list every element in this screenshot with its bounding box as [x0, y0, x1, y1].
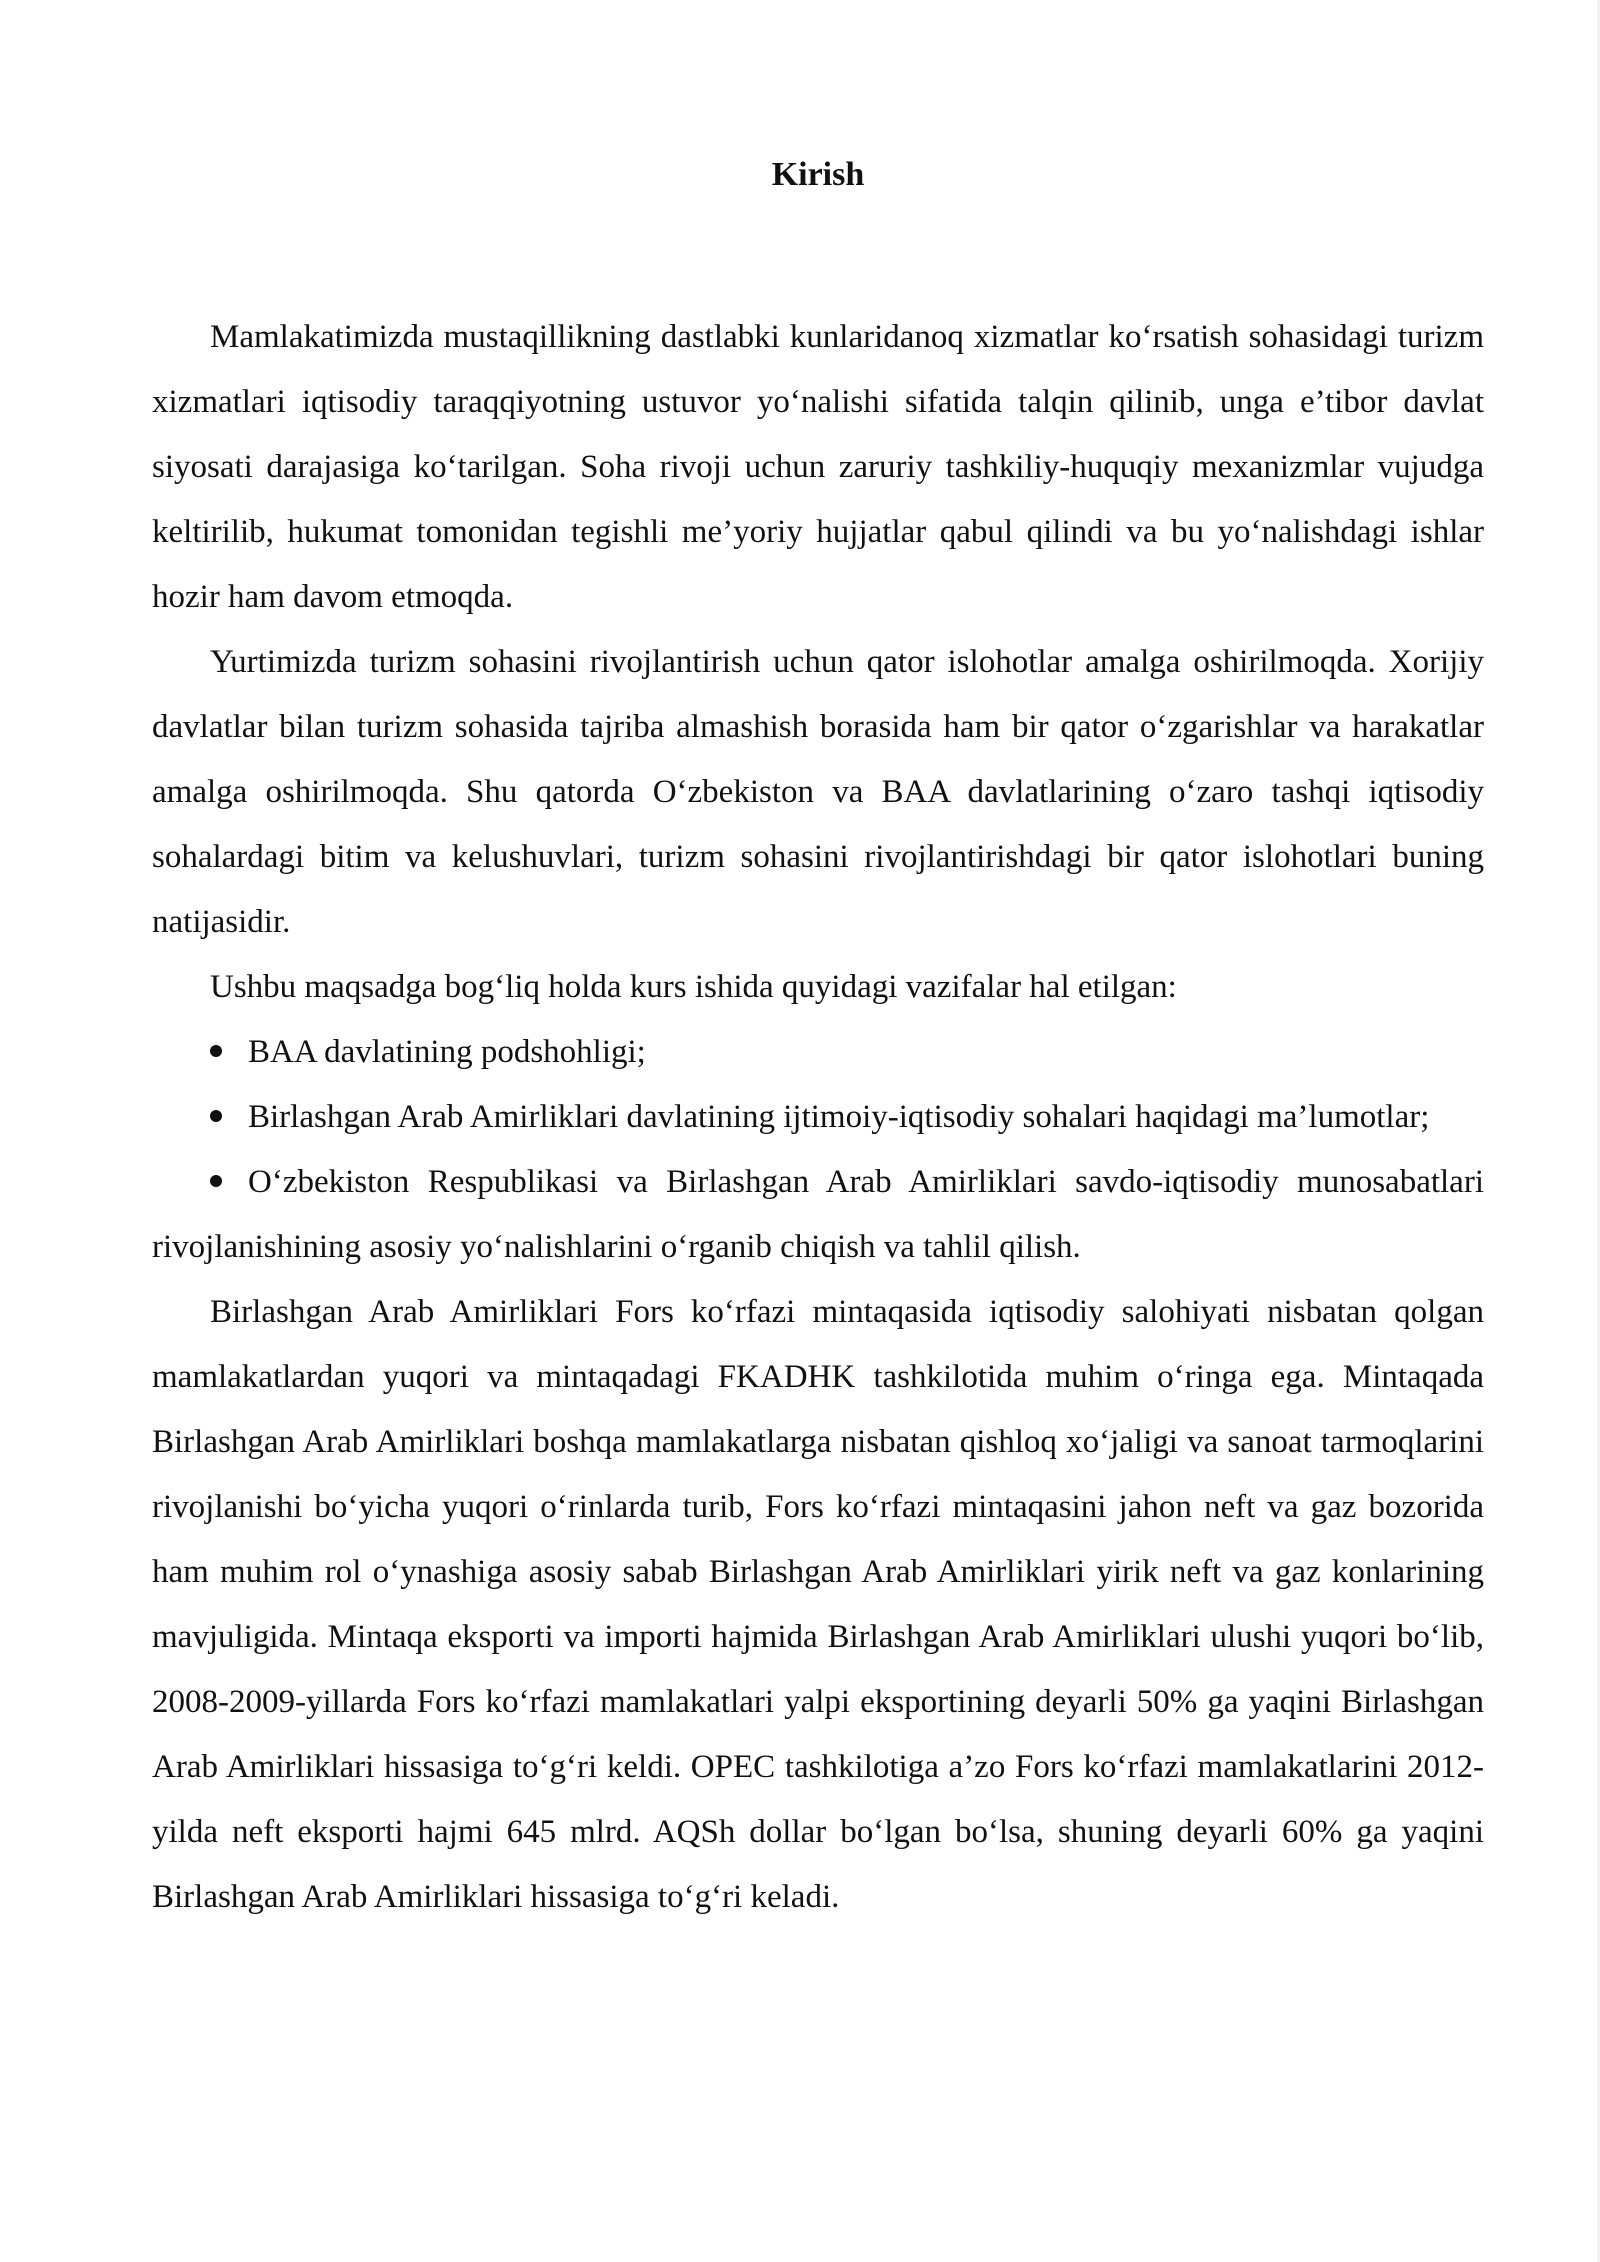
bullet-text: BAA davlatining podshohligi; — [248, 1034, 646, 1070]
bullet-icon — [210, 1150, 248, 1215]
paragraph-intro: Mamlakatimizda mustaqillikning dastlabki kunlaridanoq xizmatlar ko‘rsatish sohasidagi turizm xizmatlari iqtisodiy taraqqiyotning ustuvor yo‘nalishi sifatida talqin qilinib, unga e’tibor davlat siyosati darajasiga ko‘tarilgan. Soha rivoji uchun zaruriy tashkiliy-huquqiy mexanizmlar vujudga keltirilib, hukumat tomonidan tegishli me’yoriy hujjatlar qabul qilindi va bu yo‘nalishdagi ishlar hozir ham davom etmoqda. — [152, 319, 1484, 615]
bullet-text: Birlashgan Arab Amirliklari davlatining ijtimoiy-iqtisodiy sohalari haqidagi ma’lumotlar; — [248, 1099, 1430, 1135]
paragraph-reforms: Yurtimizda turizm sohasini rivojlantirish uchun qator islohotlar amalga oshirilmoqda. Xorijiy davlatlar bilan turizm sohasida tajriba almashish borasida ham bir qator o‘zgarishlar va harakatlar amalga oshirilmoqda. Shu qatorda O‘zbekiston va BAA davlatlarining o‘zaro tashqi iqtisodiy sohalardagi bitim va kelushuvlari, turizm sohasini rivojlantirishdagi bir qator islohotlari buning natijasidir. — [152, 644, 1484, 940]
paragraph-economy: Birlashgan Arab Amirliklari Fors ko‘rfazi mintaqasida iqtisodiy salohiyati nisbatan qolgan mamlakatlardan yuqori va mintaqadagi FKADHK tashkilotida muhim o‘ringa ega. Mintaqada Birlashgan Arab Amirliklari boshqa mamlakatlarga nisbatan qishloq xo‘jaligi va sanoat tarmoqlarini rivojlanishi bo‘yicha yuqori o‘rinlarda turib, Fors ko‘rfazi mintaqasini jahon neft va gaz bozorida ham muhim rol o‘ynashiga asosiy sabab Birlashgan Arab Amirliklari yirik neft va gaz konlarining mavjuligida. Mintaqa eksporti va importi hajmida Birlashgan Arab Amirliklari ulushi yuqori bo‘lib, 2008-2009-yillarda Fors ko‘rfazi mamlakatlari yalpi eksportining deyarli 50% ga yaqini Birlashgan Arab Amirliklari hissasiga to‘g‘ri keldi. OPEC tashkilotiga a’zo Fors ko‘rfazi mamlakatlarini 2012-yilda neft eksporti hajmi 645 mlrd. AQSh dollar bo‘lgan bo‘lsa, shuning deyarli 60% ga yaqini Birlashgan Arab Amirliklari hissasiga to‘g‘ri keladi. — [152, 1294, 1484, 1915]
paragraph-tasks-lead: Ushbu maqsadga bog‘liq holda kurs ishida quyidagi vazifalar hal etilgan: — [210, 969, 1177, 1005]
document-page — [152, 145, 1484, 1930]
bullet-item — [152, 1150, 1484, 1280]
page-title: Kirish — [771, 156, 865, 193]
bullet-item — [152, 1085, 1484, 1150]
bullet-icon — [210, 1085, 248, 1150]
bullet-item — [152, 1020, 1484, 1085]
bullet-icon — [210, 1020, 248, 1085]
bullet-text: O‘zbekiston Respublikasi va Birlashgan Arab Amirliklari savdo-iqtisodiy munosabatlari rivojlanishining asosiy yo‘nalishlarini o‘rganib chiqish va tahlil qilish. — [152, 1164, 1484, 1265]
